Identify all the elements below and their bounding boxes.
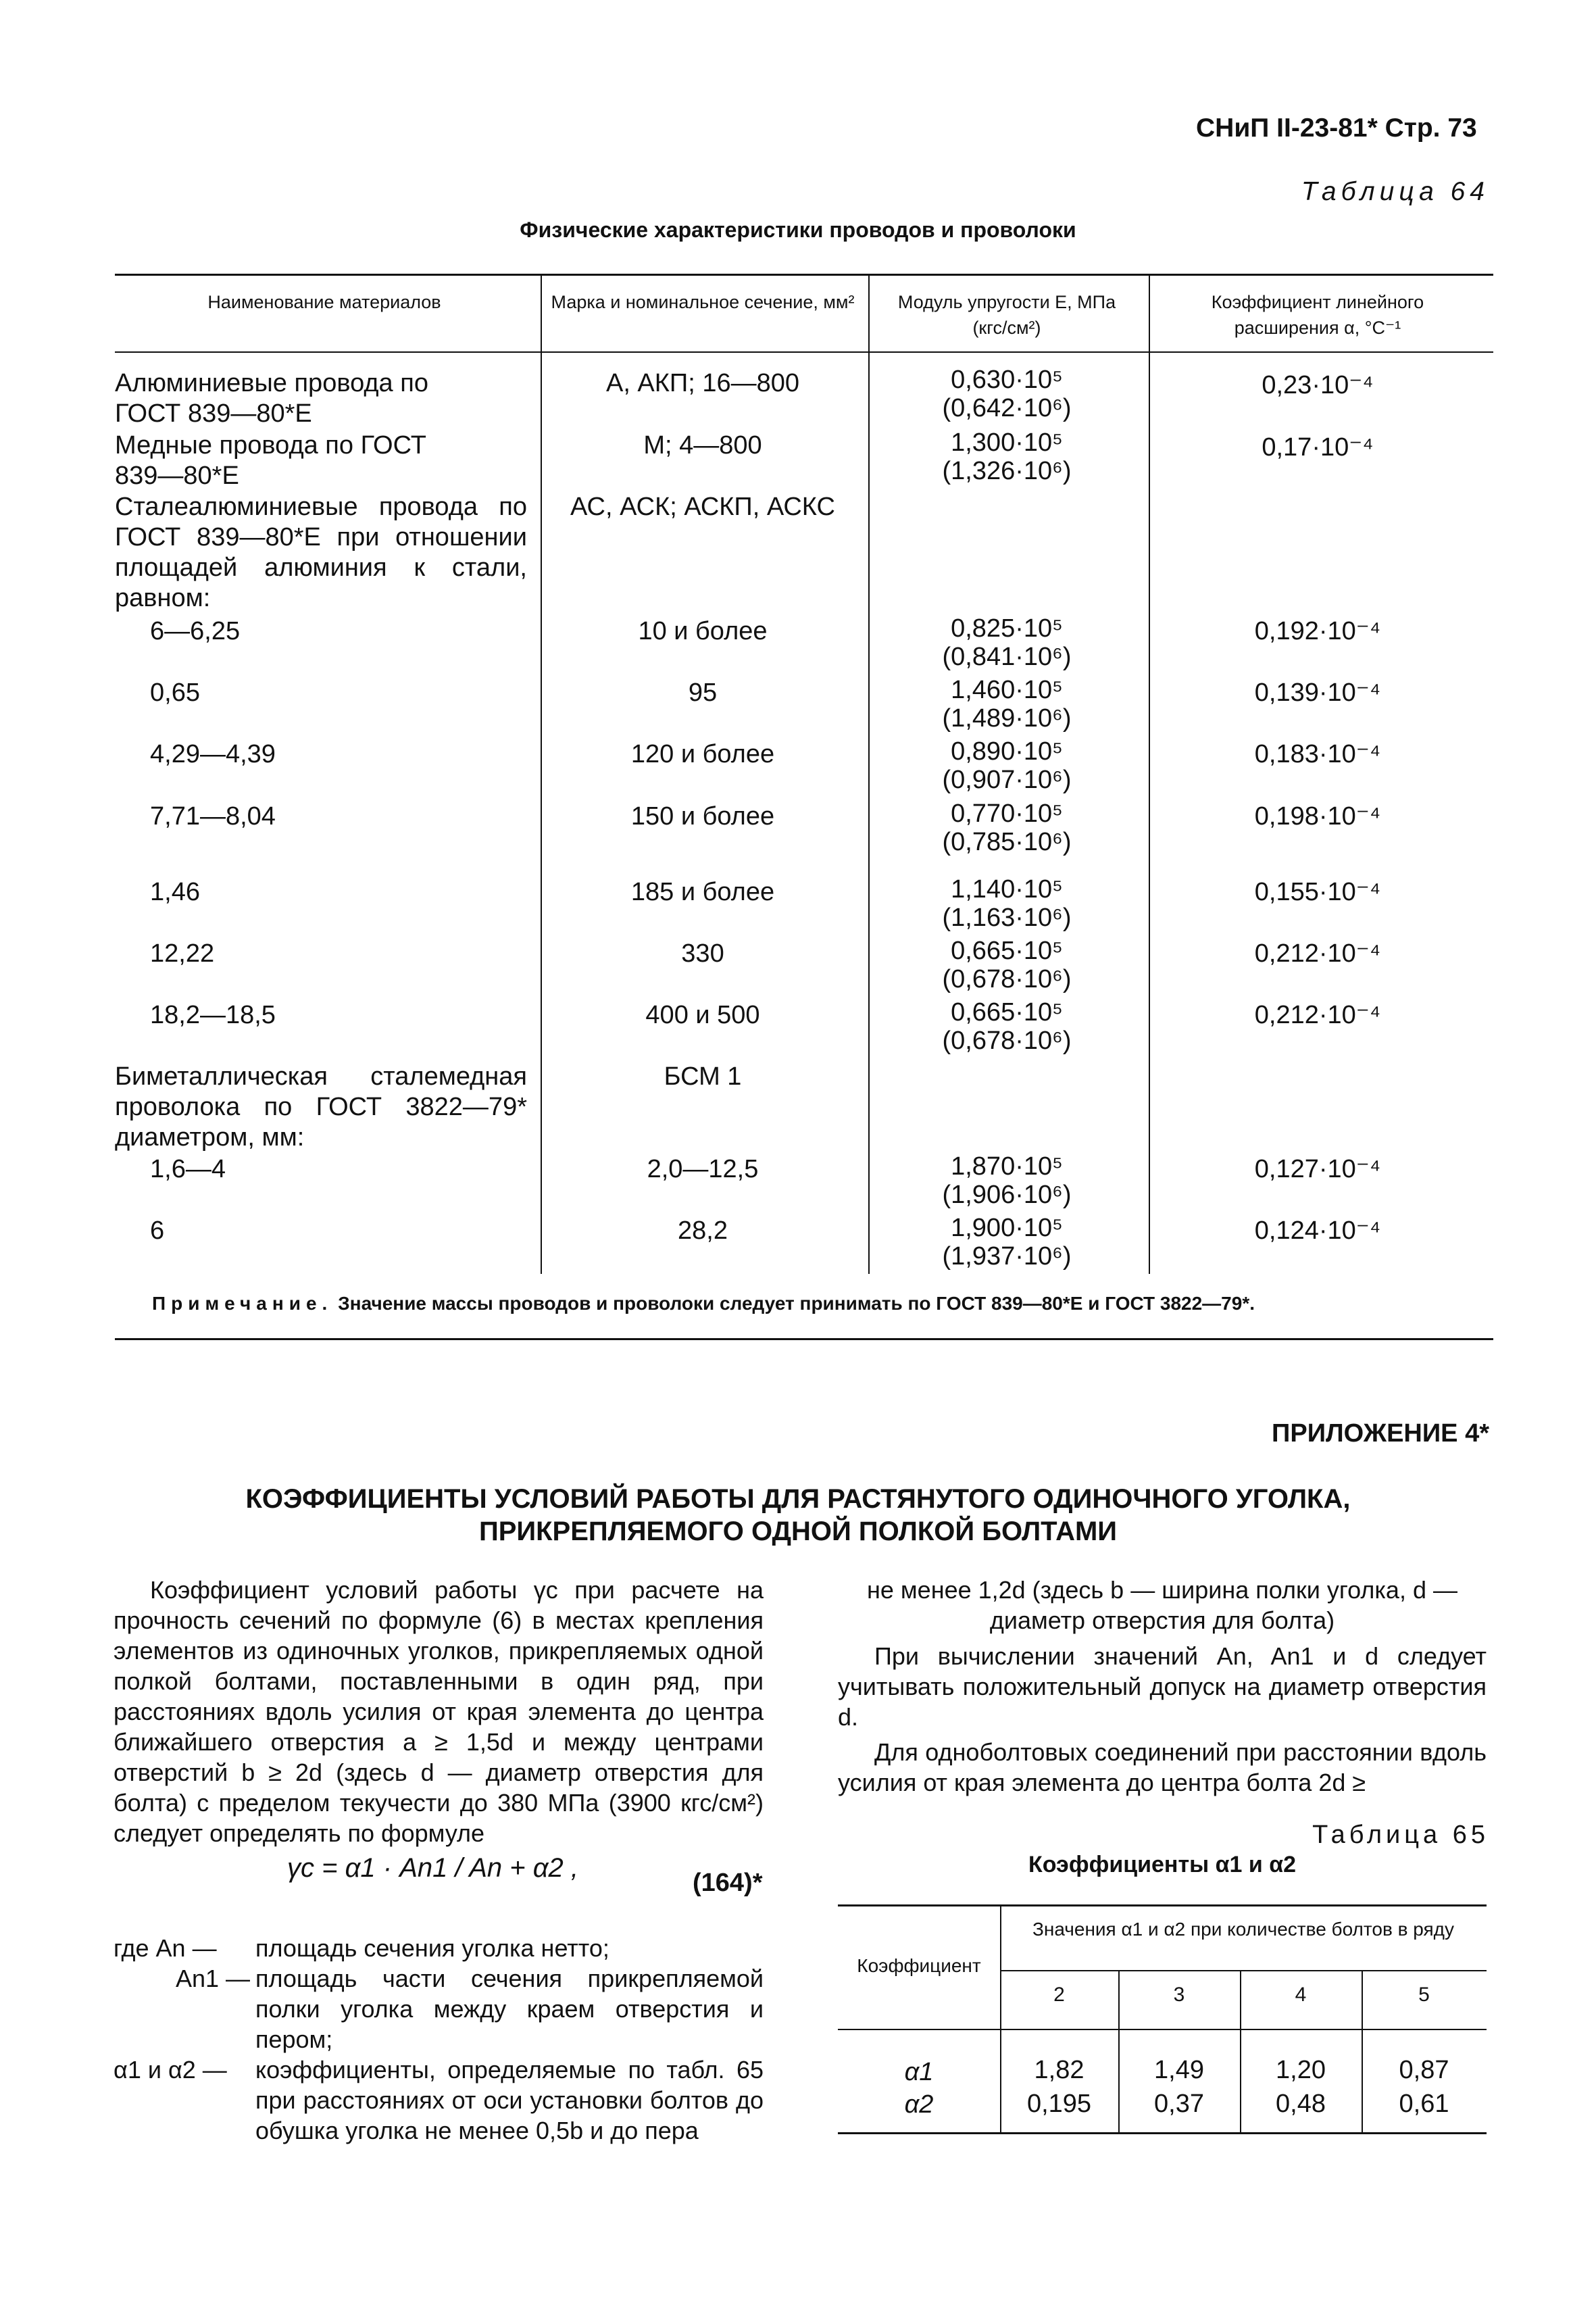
table-64-row-modulus: 0,665·10⁵ [951,937,1063,965]
table-65-cell-a1: 1,20 [1276,2056,1326,2084]
note-text: Значение массы проводов и проволоки следует принимать по ГОСТ 839—80*Е и ГОСТ 3822—79*. [338,1293,1255,1314]
table-64-row-modulus-kgf: (1,163·10⁶) [942,904,1072,932]
table-64-row-name: Медные провода по ГОСТ 839—80*Е [115,431,426,490]
table-64-row-name: 18,2—18,5 [150,1001,276,1029]
table-64-row-name: 12,22 [150,939,215,968]
table-65-cell-a2: 0,195 [1026,2090,1092,2118]
table-64-row-coef: 0,17·10⁻⁴ [1262,433,1374,462]
table-64-row-mark: 400 и 500 [645,1001,760,1029]
table-64-row-coef: 0,212·10⁻⁴ [1254,939,1381,968]
table-65-bolts-header: 3 [1173,1984,1185,2006]
appendix-title-line-1: КОЭФФИЦИЕНТЫ УСЛОВИЙ РАБОТЫ ДЛЯ РАСТЯНУТОГО ОДИНОЧНОГО УГОЛКА, [245,1484,1351,1514]
table-65-header-group: Значения α1 и α2 при количестве болтов в ряду [1032,1919,1455,1940]
appendix-right-paragraph-3: Для однoболтовых соединений при расстоянии вдоль усилия от края элемента до центра болта 2d ≥ [838,1738,1487,1796]
page-header: СНиП II-23-81* Стр. 73 [1196,114,1477,143]
table-64-row-coef: 0,155·10⁻⁴ [1254,878,1381,906]
table-64-row-coef: 0,139·10⁻⁴ [1254,679,1381,707]
table-64-row-coef: 0,212·10⁻⁴ [1254,1001,1381,1029]
where-symbol: α1 и α2 — [114,2056,227,2084]
where-text: коэффициенты, определяемые по табл. 65 при расстояниях от оси установки болтов до обушка уголка не менее 0,5b и до пера [255,2056,764,2144]
table-65-cell-a1: 0,87 [1399,2056,1449,2084]
table-64-row-name: 1,6—4 [150,1155,226,1183]
table-64-row-modulus: 0,770·10⁵ [951,799,1063,828]
table-64-header-modulus: Модуль упругости E, МПа (кгс/см²) [897,292,1116,338]
table-64-row-modulus: 0,825·10⁵ [951,614,1063,643]
table-64-row-modulus: 1,870·10⁵ [951,1152,1063,1181]
table-64-top-rule [115,274,1493,276]
table-64-row-modulus-kgf: (0,907·10⁶) [942,766,1072,794]
table-64-row-name: Биметаллическая сталемедная проволока по ГОСТ 3822—79* диаметром, мм: [115,1062,527,1152]
table-64-row-modulus: 1,460·10⁵ [951,676,1063,704]
table-64-row-modulus-kgf: (0,678·10⁶) [942,1027,1072,1055]
table-65-number: Таблица 65 [1312,1821,1489,1849]
table-64-row-mark: БСМ 1 [664,1062,742,1091]
table-64-row-name: 7,71—8,04 [150,802,276,831]
table-64-row-coef: 0,198·10⁻⁴ [1254,802,1381,831]
table-64-header-name: Наименование материалов [207,292,441,312]
table-64-row-modulus: 1,300·10⁵ [951,428,1063,457]
table-64-row-mark: М; 4—800 [643,431,762,460]
table-64-row-modulus: 0,665·10⁵ [951,998,1063,1027]
table-65-cell-a2: 0,37 [1154,2090,1204,2118]
table-64-row-modulus-kgf: (1,489·10⁶) [942,704,1072,733]
table-64-row-modulus-kgf: (0,785·10⁶) [942,828,1072,856]
table-64-row-mark: 2,0—12,5 [647,1155,759,1183]
table-64-row-modulus-kgf: (0,642·10⁶) [942,394,1072,422]
table-64-row-modulus: 0,630·10⁵ [951,366,1063,394]
table-64-row-mark: 95 [688,679,718,707]
table-64-row-name: 0,65 [150,679,200,707]
table-64-row-coef: 0,127·10⁻⁴ [1254,1155,1381,1183]
table-64-row-mark: 28,2 [678,1216,728,1245]
table-64-row-modulus: 1,900·10⁵ [951,1214,1063,1242]
table-65-cell-a2: 0,61 [1399,2090,1449,2118]
table-64-bottom-rule [115,1338,1493,1340]
table-65-bottom-rule [838,2132,1487,2134]
table-64-row-name: Алюминиевые провода по ГОСТ 839—80*Е [115,369,428,428]
table-64-row-mark: 185 и более [630,878,775,906]
table-64-row-mark: 150 и более [630,802,775,831]
table-64-header-rule [115,351,1493,353]
table-64-row-modulus-kgf: (0,841·10⁶) [942,643,1072,671]
table-64-row-modulus-kgf: (1,326·10⁶) [942,457,1072,485]
table-64-title: Физические характеристики проводов и проволоки [520,218,1076,242]
table-64-row-name: Сталеалюминиевые провода по ГОСТ 839—80*Е при отношении площадей алюминия к стали, равном: [115,493,527,612]
table-64-row-name: 1,46 [150,878,200,906]
table-65-bolts-header: 5 [1418,1984,1430,2006]
table-64-row-mark: 10 и более [638,617,768,645]
table-64-row-coef: 0,192·10⁻⁴ [1254,617,1381,645]
appendix-right-paragraph-1: не менее 1,2d (здесь b — ширина полки уголка, d — диаметр отверстия для болта) [867,1576,1457,1634]
where-symbol: где An — [114,1934,217,1962]
table-64-header-mark: Марка и номинальное сечение, мм² [551,292,855,312]
table-64-row-name: 4,29—4,39 [150,740,276,768]
table-65-group-rule [1000,1970,1487,1971]
appendix-title [0,1483,1596,1548]
where-item [114,1933,764,1963]
table-65-row-label-a2: α2 [904,2090,934,2119]
table-64-row-coef: 0,183·10⁻⁴ [1254,740,1381,768]
table-65-top-rule [838,1904,1487,1906]
appendix-label: ПРИЛОЖЕНИЕ 4* [1272,1419,1489,1448]
table-64-number: Таблица 64 [1301,177,1489,206]
table-64-row-coef: 0,124·10⁻⁴ [1254,1216,1381,1245]
table-64-header-coef: Коэффициент линейного расширения α, °С⁻¹ [1211,292,1424,338]
where-item [114,1963,764,2054]
table-65-cell-a1: 1,82 [1034,2056,1084,2084]
formula-number: (164)* [693,1869,763,1897]
table-64-vline-1 [541,274,542,1274]
where-item [114,2054,764,2146]
where-symbol: An1 — [175,1965,250,1992]
table-64-row-modulus: 0,890·10⁵ [951,737,1063,766]
appendix-paragraph-1: Коэффициент условий работы γc при расчете на прочность сечений по формуле (6) в местах крепления элементов из одиночных уголков, прикрепляемых одной полкой болтами, поставленными в один ряд, при расстояниях вдоль усилия от края элемента до центра ближайшего отверстия a ≥ 1,5d и между центрами отверстий b ≥ 2d (здесь d — диаметр отверстия для болта) с пределом текучести до 380 МПа (3900 кгс/см²) следует определять по формуле [114,1576,764,1847]
table-64-note [152,1293,1255,1314]
table-65-cell-a2: 0,48 [1276,2090,1326,2118]
table-64-vline-3 [1149,274,1150,1274]
where-text: площадь части сечения прикрепляемой полки уголка между краем отверстия и пером; [255,1965,764,2053]
where-text: площадь сечения уголка нетто; [255,1934,609,1962]
table-65-bolts-header: 4 [1295,1984,1307,2006]
formula-164: γc = α1 · An1 / An + α2 , [287,1853,579,1883]
table-64-row-mark: 120 и более [630,740,775,768]
table-65-bolts-header: 2 [1053,1984,1065,2006]
table-64-row-mark: А, АКП; 16—800 [605,369,800,397]
table-65-header-coef: Коэффициент [857,1955,981,1976]
appendix-title-line-2: ПРИКРЕПЛЯЕМОГО ОДНОЙ ПОЛКОЙ БОЛТАМИ [478,1517,1118,1546]
table-64-row-modulus-kgf: (1,937·10⁶) [942,1242,1072,1271]
table-64-row-name: 6 [150,1216,165,1245]
note-label: Примечание. [152,1293,333,1314]
table-64-row-mark: 330 [681,939,724,968]
table-65-row-label-a1: α1 [904,2058,934,2086]
table-64-row-modulus: 1,140·10⁵ [951,875,1063,904]
table-64-row-coef: 0,23·10⁻⁴ [1262,371,1374,399]
appendix-right-paragraph-2: При вычислении значений An, An1 и d следует учитывать положительный допуск на диаметр отверстия d. [838,1642,1487,1731]
table-65-title: Коэффициенты α1 и α2 [1028,1852,1297,1877]
where-list [114,1933,764,2146]
table-64-row-mark: АС, АСК; АСКП, АСКС [570,493,835,521]
table-64-row-modulus-kgf: (1,906·10⁶) [942,1181,1072,1209]
table-64-row-modulus-kgf: (0,678·10⁶) [942,965,1072,993]
table-65-cell-a1: 1,49 [1154,2056,1204,2084]
table-64-row-name: 6—6,25 [150,617,241,645]
table-65-header-rule [838,2029,1487,2030]
